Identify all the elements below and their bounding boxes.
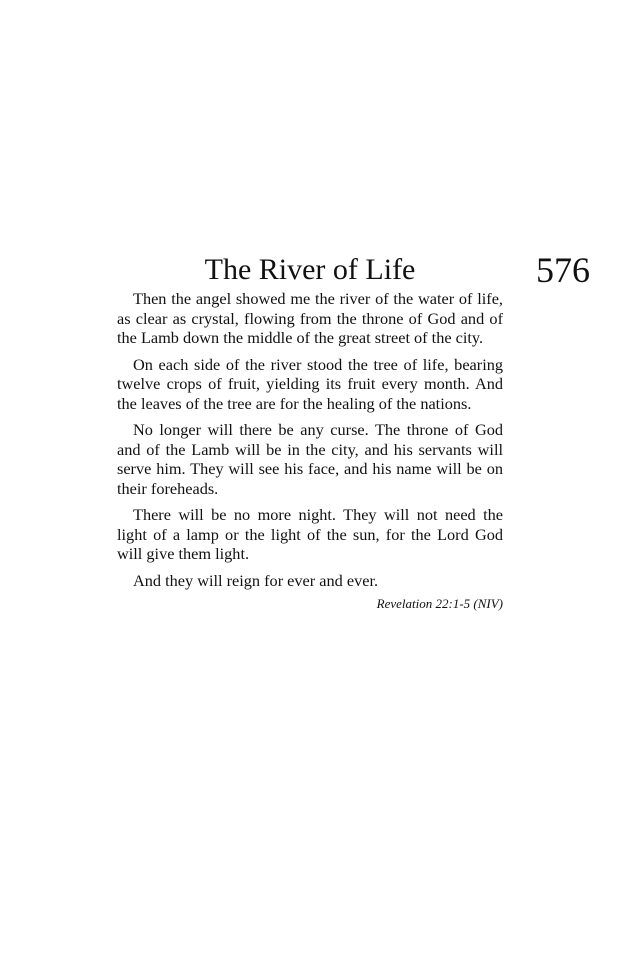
verse-paragraph: On each side of the river stood the tree of life, bearing twelve crops of fruit, yielding its fruit every month. And the leaves of the tree are for the healing of the nations. bbox=[117, 354, 503, 413]
page-title: The River of Life bbox=[204, 253, 416, 286]
verse-paragraph: And they will reign for ever and ever. bbox=[133, 570, 379, 590]
verse-paragraph: Then the angel showed me the river of the water of life, as clear as crystal, flowing from the throne of God and of the Lamb down the middle of the great street of the city. bbox=[117, 289, 503, 347]
hymn-number: 576 bbox=[536, 250, 590, 290]
scripture-citation: Revelation 22:1-5 (NIV) bbox=[376, 596, 503, 611]
verse-paragraph: No longer will there be any curse. The throne of God and of the Lamb will be in the city, and his servants will serve him. They will see his face, and his name will be on their foreheads. bbox=[117, 420, 503, 498]
verse-paragraph: There will be no more night. They will not need the light of a lamp or the light of the sun, for the Lord God will give them light. bbox=[117, 505, 503, 563]
scripture-reading bbox=[117, 289, 503, 597]
